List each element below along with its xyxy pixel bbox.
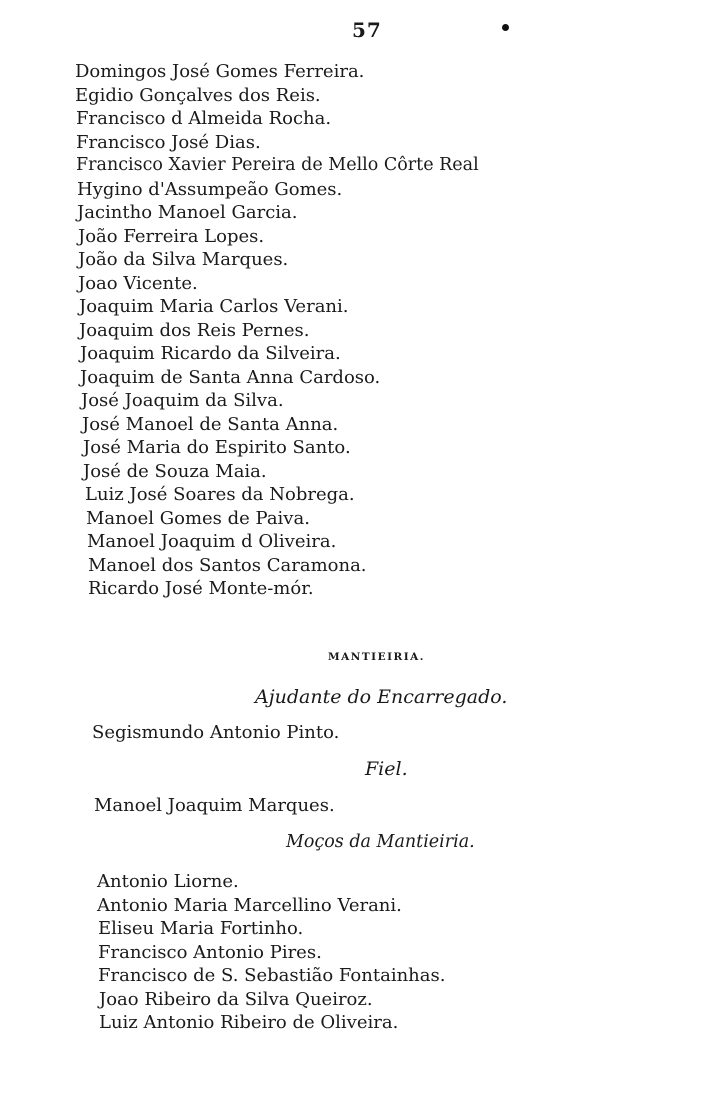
- list-item: Francisco Antonio Pires.: [98, 941, 322, 963]
- list-item: Joaquim de Santa Anna Cardoso.: [80, 366, 381, 388]
- page-number: 57: [352, 18, 382, 42]
- list-item: Joao Vicente.: [78, 272, 198, 294]
- list-item: Francisco de S. Sebastião Fontainhas.: [98, 965, 446, 986]
- list-item: Joao Ribeiro da Silva Queiroz.: [99, 988, 373, 1010]
- list-item: Francisco Xavier Pereira de Mello Côrte Real: [76, 155, 479, 175]
- ink-speck: [502, 24, 509, 31]
- list-item: João Ferreira Lopes.: [78, 225, 265, 247]
- list-item: José de Souza Maia.: [83, 460, 267, 482]
- list-item: Luiz Antonio Ribeiro de Oliveira.: [99, 1012, 399, 1033]
- list-item: José Maria do Espirito Santo.: [83, 437, 351, 458]
- list-item: Joaquim Maria Carlos Verani.: [79, 296, 349, 317]
- list-item: Joaquim dos Reis Pernes.: [79, 319, 310, 341]
- list-item: José Manoel de Santa Anna.: [82, 413, 339, 435]
- fiel-title: Fiel.: [365, 758, 408, 780]
- fiel-name: Manoel Joaquim Marques.: [94, 795, 335, 816]
- list-item: Jacintho Manoel Garcia.: [77, 202, 298, 223]
- list-item: Francisco José Dias.: [76, 131, 261, 153]
- list-item: Ricardo José Monte-mór.: [88, 578, 314, 599]
- list-item: Antonio Maria Marcellino Verani.: [97, 894, 402, 916]
- list-item: Francisco d Almeida Rocha.: [76, 108, 332, 129]
- mocos-list: [0, 870, 445, 1035]
- list-item: Manoel Joaquim d Oliveira.: [87, 531, 337, 552]
- list-item: José Joaquim da Silva.: [81, 390, 284, 411]
- list-item: Antonio Liorne.: [97, 871, 239, 892]
- list-item: Domingos José Gomes Ferreira.: [75, 61, 365, 82]
- list-item: Manoel Gomes de Paiva.: [86, 507, 310, 529]
- list-item: Luiz José Soares da Nobrega.: [85, 484, 355, 505]
- assistant-name: Segismundo Antonio Pinto.: [92, 722, 340, 743]
- assistant-title: Ajudante do Encarregado.: [255, 686, 508, 708]
- list-item: Manoel dos Santos Caramona.: [88, 554, 367, 576]
- list-item: Hygino d'Assumpeão Gomes.: [77, 178, 343, 200]
- list-item: Eliseu Maria Fortinho.: [98, 918, 304, 939]
- section-heading: MANTIEIRIA.: [328, 651, 425, 663]
- mocos-title: Moços da Mantieiria.: [286, 832, 475, 852]
- list-item: Joaquim Ricardo da Silveira.: [80, 343, 341, 364]
- list-item: Egidio Gonçalves dos Reis.: [75, 84, 321, 106]
- names-list: [0, 60, 479, 601]
- list-item: João da Silva Marques.: [78, 249, 289, 270]
